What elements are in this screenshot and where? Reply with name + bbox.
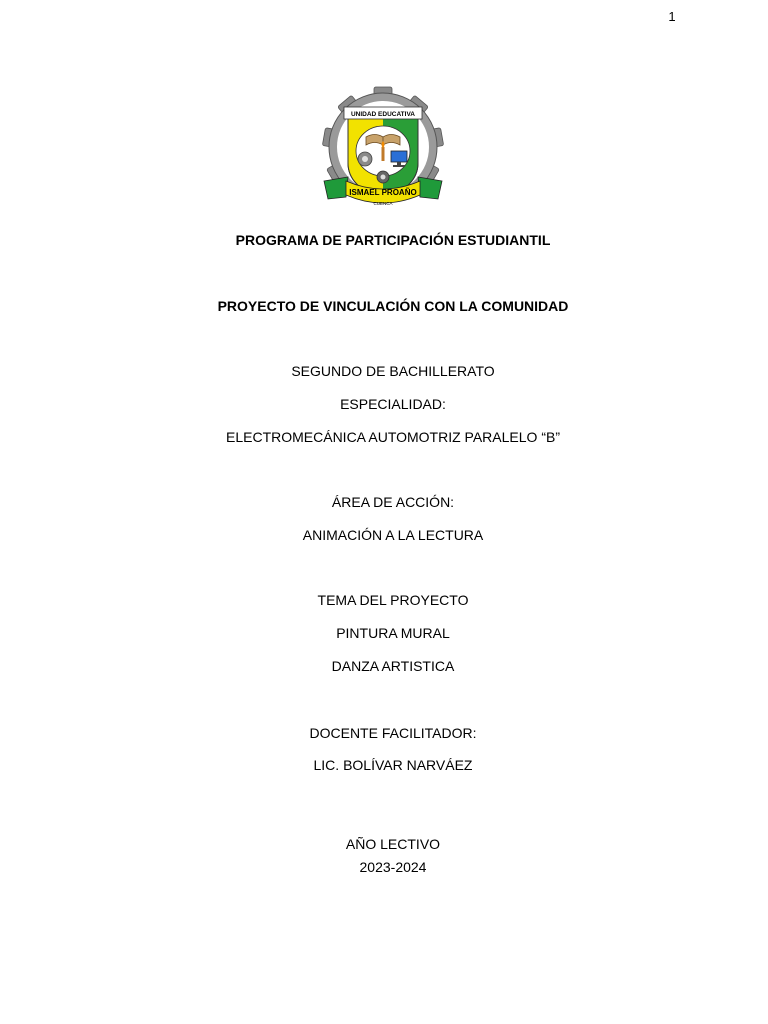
- school-logo: [318, 85, 448, 212]
- teacher-name: LIC. BOLÍVAR NARVÁEZ: [313, 757, 473, 773]
- torch-icon: [382, 141, 385, 161]
- banner-top-text: UNIDAD EDUCATIVA: [350, 111, 416, 118]
- small-gear-icon: [358, 152, 372, 166]
- city-text: CUENCA: [373, 201, 393, 206]
- specialty-value: ELECTROMECÁNICA AUTOMOTRIZ PARALELO “B”: [226, 429, 560, 445]
- page-number: 1: [668, 9, 676, 24]
- teacher-label: DOCENTE FACILITADOR:: [309, 725, 477, 741]
- project-title: PROYECTO DE VINCULACIÓN CON LA COMUNIDAD: [217, 298, 569, 314]
- top-banner: [344, 107, 422, 119]
- year-label: AÑO LECTIVO: [345, 836, 441, 852]
- specialty-label: ESPECIALIDAD:: [340, 396, 446, 412]
- program-title: PROGRAMA DE PARTICIPACIÓN ESTUDIANTIL: [235, 232, 551, 248]
- banner-bottom-text: ISMAEL PROAÑO: [349, 188, 417, 197]
- topic-item-mural: PINTURA MURAL: [336, 625, 450, 641]
- area-label: ÁREA DE ACCIÓN:: [331, 494, 455, 510]
- year-value: 2023-2024: [359, 859, 427, 875]
- area-value: ANIMACIÓN A LA LECTURA: [302, 527, 484, 543]
- topic-item-dance: DANZA ARTISTICA: [331, 658, 455, 674]
- bottom-gear-icon: [377, 171, 389, 183]
- course: SEGUNDO DE BACHILLERATO: [291, 363, 495, 379]
- topic-label: TEMA DEL PROYECTO: [317, 592, 469, 608]
